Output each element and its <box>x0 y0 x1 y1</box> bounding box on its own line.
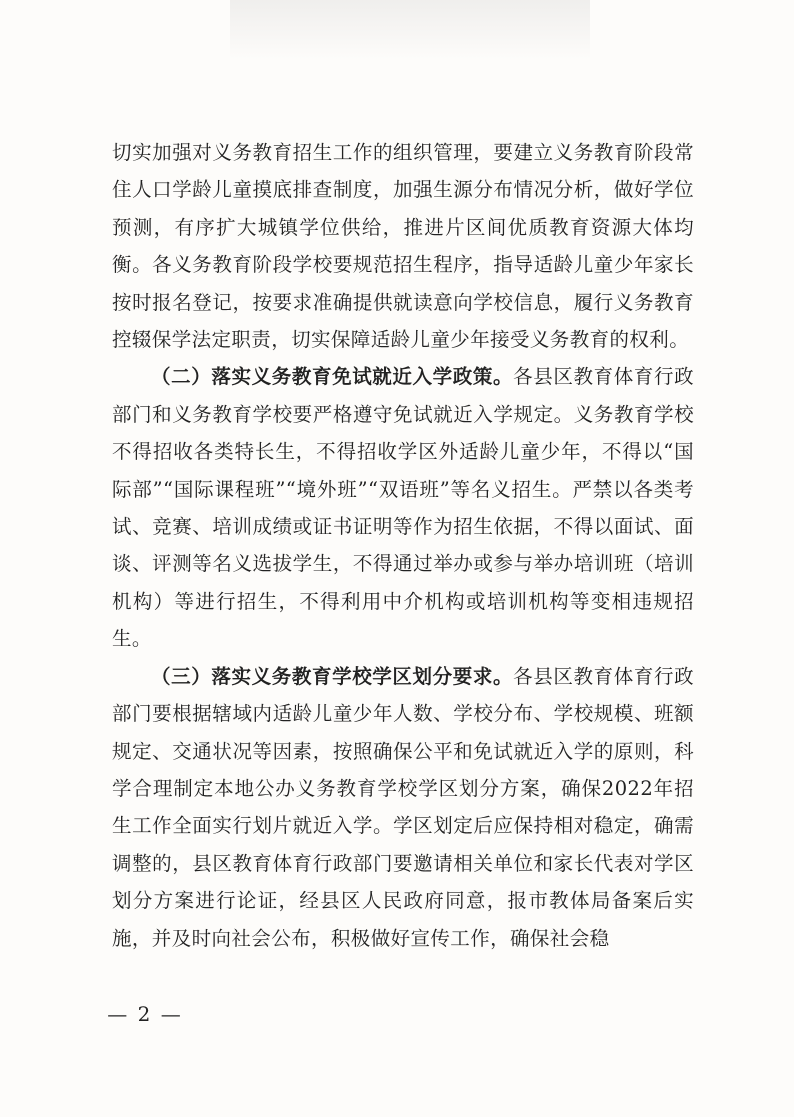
paragraph-text: 切实加强对义务教育招生工作的组织管理，要建立义务教育阶段常住人口学龄儿童摸底排查制度，加强生源分布情况分析，做好学位预测，有序扩大城镇学位供给，推进片区间优质教育资源大体均衡。各义务教育阶段学校要规范招生程序，指导适龄儿童少年家长按时报名登记，按要求准确提供就读意向学校信息，履行义务教育控辍保学法定职责，切实保障适龄儿童少年接受义务教育的权利。 <box>112 141 694 352</box>
paragraph-section-2 <box>112 358 694 657</box>
page-number: — 2 — <box>107 1002 183 1026</box>
section-heading: （二）落实义务教育免试就近入学政策。 <box>151 365 514 389</box>
paragraph-text: 各县区教育体育行政部门和义务教育学校要严格遵守免试就近入学规定。义务教育学校不得招收各类特长生，不得招收学区外适龄儿童少年，不得以“国际部”“国际课程班”“境外班”“双语班”等名义招生。严禁以各类考试、竞赛、培训成绩或证书证明等作为招生依据，不得以面试、面谈、评测等名义选拔学生，不得通过举办或参与举办培训班（培训机构）等进行招生，不得利用中介机构或培训机构等变相违规招生。 <box>112 365 694 651</box>
document-body <box>112 134 694 957</box>
section-heading: （三）落实义务教育学校学区划分要求。 <box>151 664 514 688</box>
paragraph-continued <box>112 134 694 358</box>
scan-bleed-through <box>230 0 590 60</box>
paragraph-text: 各县区教育体育行政部门要根据辖域内适龄儿童少年人数、学校分布、学校规模、班额规定、交通状况等因素，按照确保公平和免试就近入学的原则，科学合理制定本地公办义务教育学校学区划分方案，确保2022年招生工作全面实行划片就近入学。学区划定后应保持相对稳定，确需调整的，县区教育体育行政部门要邀请相关单位和家长代表对学区划分方案进行论证，经县区人民政府同意，报市教体局备案后实施，并及时向社会公布，积极做好宣传工作，确保社会稳 <box>112 664 694 950</box>
paragraph-section-3 <box>112 658 694 957</box>
